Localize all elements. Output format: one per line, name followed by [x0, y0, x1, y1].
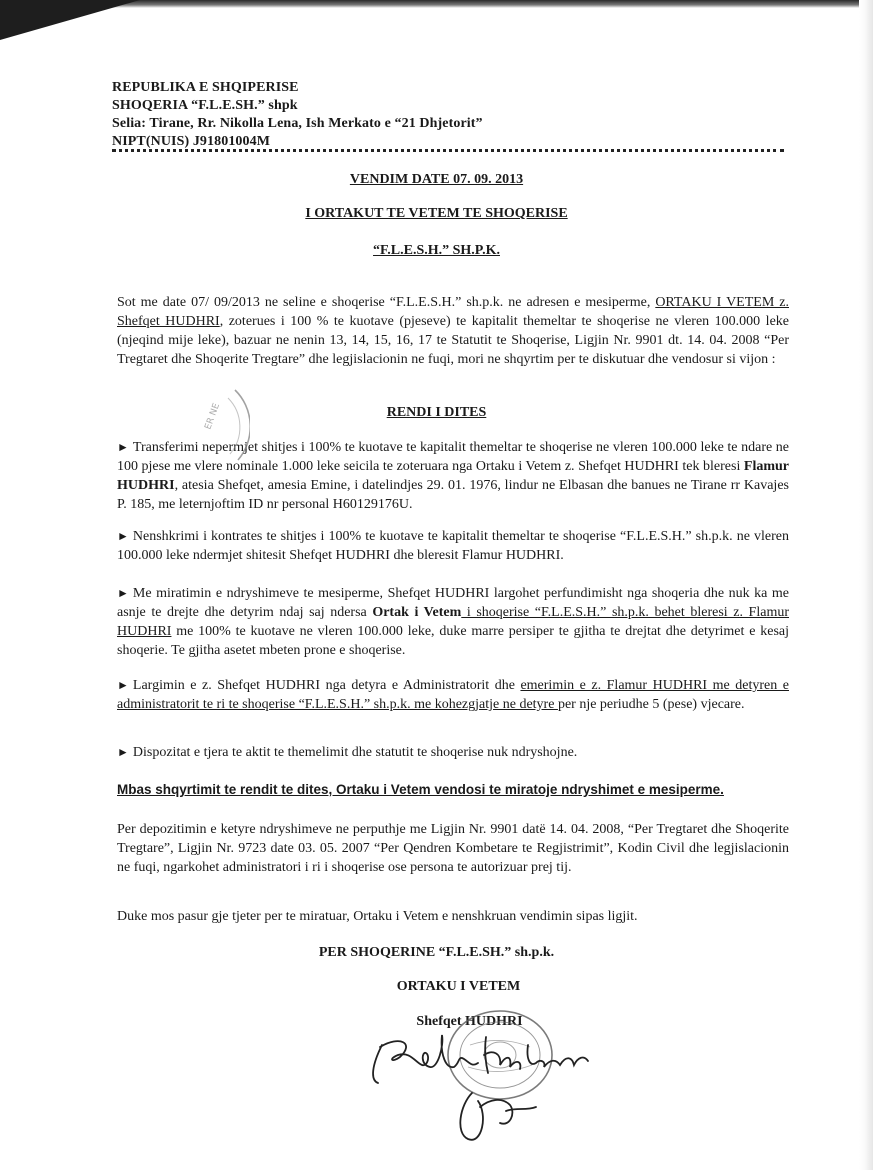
bullet-triangle-icon: ►	[117, 529, 129, 543]
svg-text:ER NE: ER NE	[203, 402, 223, 432]
agenda-title: RENDI I DITES	[386, 405, 487, 420]
header-country: REPUBLIKA E SHQIPERISE	[112, 80, 299, 95]
signature-name: Shefqet HUDHRI	[416, 1014, 523, 1029]
company-title: “F.L.E.S.H.” SH.P.K.	[373, 243, 500, 258]
resolution-statement: Mbas shqyrtimit te rendit te dites, Ortaku i Vetem vendosi te miratoje ndryshimet e mesiperme.	[117, 782, 724, 797]
signature-company: PER SHOQERINE “F.L.E.SH.” sh.p.k.	[318, 945, 555, 960]
intro-paragraph: Sot me date 07/ 09/2013 ne seline e shoqerise “F.L.E.S.H.” sh.p.k. ne adresen e mesiperme, ORTAKU I VETEM z. Shefqet HUDHRI, zoterues i 100 % te kuotave (pjeseve) te kapitalit themeltar te shoqerise ne vleren 100.000 leke (njeqind mije leke), bazuar ne nenin 13, 14, 15, 16, 17 te Statutit te Shoqerise, Ligjin Nr. 9901 dt. 14. 04. 2008 “Per Tregtaret dhe Shoqerite Tregtare” dhe legjislacionin ne fuqi, mori ne shqyrtim per te diskutuar dhe vendosur si vijon :	[117, 295, 789, 367]
bullet-triangle-icon: ►	[117, 745, 129, 759]
bullet-triangle-icon: ►	[117, 440, 129, 454]
agenda-item-2: ► Nenshkrimi i kontrates te shitjes i 100% te kuotave te kapitalit themeltar te shoqerise “F.L.E.S.H.” sh.p.k. ne vleren 100.000 leke ndermjet shitesit Shefqet HUDHRI dhe bleresit Flamur HUDHRI.	[117, 529, 789, 563]
decision-subtitle: I ORTAKUT TE VETEM TE SHOQERISE	[305, 206, 568, 221]
signature-role: ORTAKU I VETEM	[396, 979, 521, 994]
agenda-item-3: ► Me miratimin e ndryshimeve te mesiperme, Shefqet HUDHRI largohet perfundimisht nga shoqeria dhe nuk ka me asnje te drejte dhe detyrim ndaj saj ndersa Ortak i Vetem i shoqerise “F.L.E.S.H.” sh.p.k. behet bleresi z. Flamur HUDHRI me 100% te kuotave ne vleren 100.000 leke, duke marre persiper te gjitha te drejtat dhe detyrimet e kesaj shoqerie. Te gjitha asetet mbeten prone e shoqerise.	[117, 586, 789, 658]
handwritten-signature	[360, 1015, 620, 1170]
deposit-paragraph: Per depozitimin e ketyre ndryshimeve ne perputhje me Ligjin Nr. 9901 datë 14. 04. 2008, “Per Tregtaret dhe Shoqerite Tregtare”, Ligjin Nr. 9723 date 03. 05. 2007 “Per Qendren Kombetare te Regjistrimit”, Kodin Civil dhe legjislacionin ne fuqi, ngarkohet administratori i ri i shoqerise ose persona te autorizuar prej tij.	[117, 822, 789, 875]
header-company: SHOQERIA “F.L.E.SH.” shpk	[112, 98, 298, 113]
bullet-triangle-icon: ►	[117, 586, 129, 600]
header-nipt: NIPT(NUIS) J91801004M	[112, 134, 271, 149]
header-address: Selia: Tirane, Rr. Nikolla Lena, Ish Merkato e “21 Dhjetorit”	[112, 116, 483, 131]
agenda-item-4: ► Largimin e z. Shefqet HUDHRI nga detyra e Administratorit dhe emerimin e z. Flamur HUDHRI me detyren e administratorit te ri te shoqerise “F.L.E.S.H.” sh.p.k. me kohezgjatje ne detyre per nje periudhe 5 (pese) vjecare.	[117, 678, 789, 712]
decision-title: VENDIM DATE 07. 09. 2013	[349, 172, 524, 187]
agenda-item-5: ► Dispozitat e tjera te aktit te themelimit dhe statutit te shoqerise nuk ndryshojne.	[117, 745, 578, 760]
closing-paragraph: Duke mos pasur gje tjeter per te miratuar, Ortaku i Vetem e nenshkruan vendimin sipas ligjit.	[117, 909, 638, 924]
agenda-item-1: ► Transferimi nepermjet shitjes i 100% te kuotave te kapitalit themeltar te shoqerise ne vleren 100.000 leke te ndare ne 100 pjese me vlere nominale 1.000 leke seicila te zoteruara nga Ortaku i Vetem z. Shefqet HUDHRI tek bleresi Flamur HUDHRI, atesia Shefqet, amesia Emine, i datelindjes 29. 01. 1976, lindur ne Elbasan dhe banues ne Tirane rr Kavajes P. 185, me leternjoftim ID nr personal H60129176U.	[117, 440, 789, 512]
bullet-triangle-icon: ►	[117, 678, 129, 692]
header-divider	[112, 149, 784, 152]
